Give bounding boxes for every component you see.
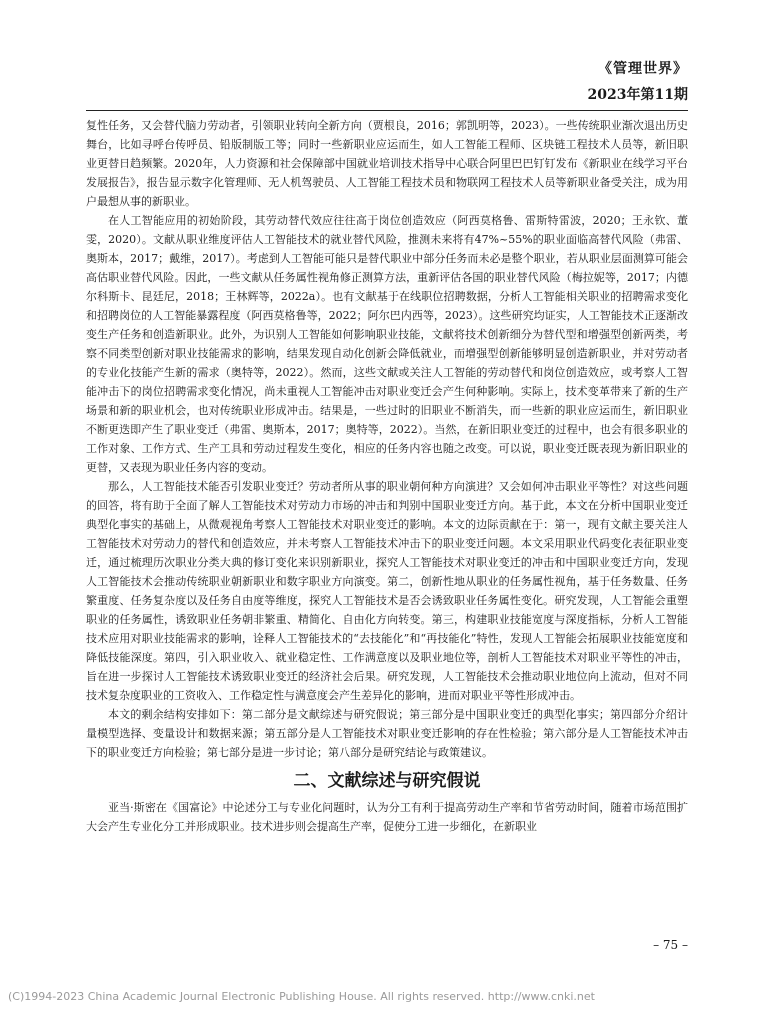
page-number: – 75 – [653,938,688,952]
header-rule [86,110,688,111]
section-heading: 二、文献综述与研究假说 [293,771,481,791]
paragraph: 复性任务，又会替代脑力劳动者，引领职业转向全新方向（贾根良，2016；郭凯明等，2023）。一些传统职业渐次退出历史舞台，比如寻呼台传呼员、铅版制版工等；同时一些新职业应运而生，如人工智能工程师、区块链工程技术人员等，新旧职业更替日趋频繁。2020年，人力资源和社会保障部中国就业培训技术指导中心联合阿里巴巴钉钉发布《新职业在线学习平台发展报告》，报告显示数字化管理师、无人机驾驶员、人工智能工程技术员和物联网工程技术人员等新职业备受关注，成为用户最想从事的新职业。 [86,119,688,208]
issue-label: 2023年第11期 [587,87,688,103]
paragraph: 本文的剩余结构安排如下：第二部分是文献综述与研究假说；第三部分是中国职业变迁的典型化事实；第四部分介绍计量模型选择、变量设计和数据来源；第五部分是人工智能技术对职业变迁影响的存在性检验；第六部分是人工智能技术冲击下的职业变迁方向检验；第七部分是进一步讨论；第八部分是研究结论与政策建议。 [86,708,688,759]
copyright-footer: (C)1994-2023 China Academic Journal Electronic Publishing House. All rights reserved. http://www.cnki.net [8,990,595,1003]
journal-title: 《管理世界》 [598,61,688,77]
article-body [86,116,688,836]
paragraph: 在人工智能应用的初始阶段，其劳动替代效应往往高于岗位创造效应（阿西莫格鲁、雷斯特雷波，2020；王永钦、董雯，2020）。文献从职业维度评估人工智能技术的就业替代风险，推测未来将有47%~55%的职业面临高替代风险（弗雷、奥斯本，2017；戴维，2017）。考虑到人工智能可能只是替代职业中部分任务而未必是整个职业，若从职业层面测算可能会高估职业替代风险。因此，一些文献从任务属性视角修正测算方法，重新评估各国的职业替代风险（梅拉妮等，2017；内德尔科斯卡、昆廷尼，2018；王林辉等，2022a）。也有文献基于在线职位招聘数据，分析人工智能相关职业的招聘需求变化和招聘岗位的人工智能暴露程度（阿西莫格鲁等，2022；阿尔巴内西等，2023）。这些研究均证实，人工智能技术正逐渐改变生产任务和创造新职业。此外，为识别人工智能如何影响职业技能，文献将技术创新细分为替代型和增强型创新两类，考察不同类型创新对职业技能需求的影响，结果发现自动化创新会降低就业，而增强型创新能够明显创造新职业，并对劳动者的专业化技能产生新的需求（奥特等，2022）。然而，这些文献或关注人工智能的劳动替代和岗位创造效应，或考察人工智能冲击下的岗位招聘需求变化情况，尚未重视人工智能冲击对职业变迁会产生何种影响。实际上，技术变革带来了新的生产场景和新的职业机会，也对传统职业形成冲击。结果是，一些过时的旧职业不断消失，而一些新的职业应运而生，新旧职业不断更迭即产生了职业变迁（弗雷、奥斯本，2017；奥特等，2022）。当然，在新旧职业变迁的过程中，也会有很多职业的工作对象、工作方式、生产工具和劳动过程发生变化，相应的任务内容也随之改变。可以说，职业变迁既表现为新旧职业的更替，又表现为职业任务内容的变动。 [86,214,688,474]
paragraph: 那么，人工智能技术能否引发职业变迁？劳动者所从事的职业朝何种方向演进？又会如何冲击职业平等性？对这些问题的回答，将有助于全面了解人工智能技术对劳动力市场的冲击和判别中国职业变迁方向。基于此，本文在分析中国职业变迁典型化事实的基础上，从微观视角考察人工智能技术对职业变迁的影响。本文的边际贡献在于：第一，现有文献主要关注人工智能技术对劳动力的替代和创造效应，并未考察人工智能技术冲击下的职业变迁问题。本文采用职业代码变化表征职业变迁，通过梳理历次职业分类大典的修订变化来识别新职业，探究人工智能技术对职业变迁的冲击和中国职业变迁方向，发现人工智能技术会推动传统职业朝新职业和数字职业方向演变。第二，创新性地从职业的任务属性视角，基于任务数量、任务繁重度、任务复杂度以及任务自由度等维度，探究人工智能技术是否会诱致职业任务属性变化。研究发现，人工智能会重塑职业的任务属性，诱致职业任务朝非繁重、精简化、自由化方向转变。第三，构建职业技能宽度与深度指标，分析人工智能技术应用对职业技能需求的影响，诠释人工智能技术的“去技能化”和“再技能化”特性，发现人工智能会拓展职业技能宽度和降低技能深度。第四，引入职业收入、就业稳定性、工作满意度以及职业地位等，剖析人工智能技术对职业平等性的冲击，旨在进一步探讨人工智能技术诱致职业变迁的经济社会后果。研究发现，人工智能技术会推动职业地位向上流动，但对不同技术复杂度职业的工资收入、工作稳定性与满意度会产生差异化的影响，进而对职业平等性形成冲击。 [86,480,688,702]
paragraph: 亚当·斯密在《国富论》中论述分工与专业化问题时，认为分工有利于提高劳动生产率和节省劳动时间，随着市场范围扩大会产生专业化分工并形成职业。技术进步则会提高生产率，促使分工进一步细化，在新职业 [86,801,688,833]
